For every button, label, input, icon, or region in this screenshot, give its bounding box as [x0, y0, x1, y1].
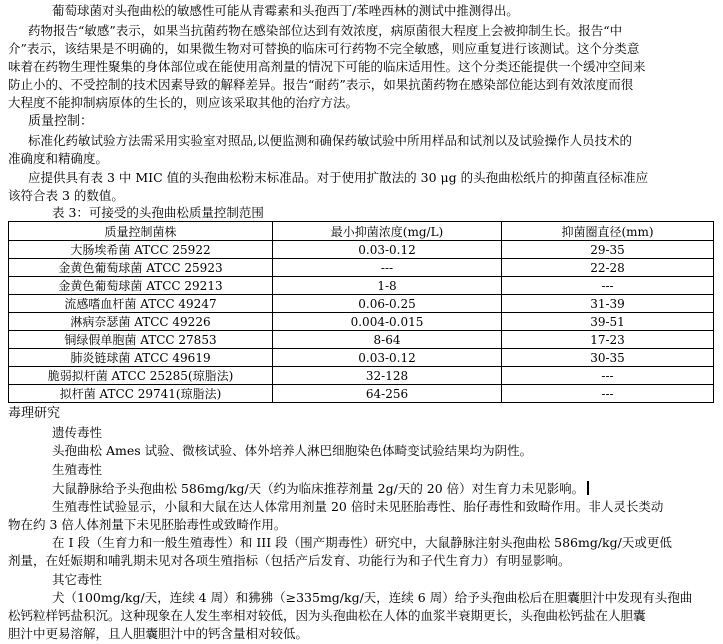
- paragraph-line: 大程度不能抑制病原体的生长的，则应该采取其他的治疗方法。: [8, 95, 359, 110]
- table-row: [9, 349, 714, 367]
- zone-cell: 17-23: [502, 331, 714, 349]
- paragraph-line: 在 I 段（生育力和一般生殖毒性）和 III 段（围产期毒性）研究中，大鼠静脉注射头孢曲松 586mg/kg/天或更低: [52, 535, 672, 550]
- paragraph-line: 生殖毒性试验显示，小鼠和大鼠在达人体常用剂量 20 倍时未见胚胎毒性、胎仔毒性和致畸作用。非人灵长类动: [52, 499, 664, 514]
- section-heading-toxicology: 毒理研究: [8, 406, 61, 421]
- table-row: [9, 313, 714, 331]
- mic-cell: 8-64: [273, 331, 502, 349]
- subheading-genetic-toxicity: 遗传毒性: [52, 425, 103, 440]
- mic-cell: 0.06-0.25: [273, 295, 502, 313]
- zone-cell: 31-39: [502, 295, 714, 313]
- mic-cell: ---: [273, 259, 502, 277]
- mic-cell: 0.004-0.015: [273, 313, 502, 331]
- mic-cell: 64-256: [273, 385, 502, 403]
- table-caption: 表 3：可接受的头孢曲松质量控制范围: [52, 205, 264, 220]
- mic-cell: 0.03-0.12: [273, 241, 502, 259]
- zone-cell: 22-28: [502, 259, 714, 277]
- zone-cell: 30-35: [502, 349, 714, 367]
- column-header: 抑菌圈直径(mm): [502, 222, 714, 241]
- table-row: [9, 259, 714, 277]
- mic-cell: 1-8: [273, 277, 502, 295]
- paragraph-line: 药物报告“敏感”表示，如果当抗菌药物在感染部位达到有效浓度，病原菌很大程度上会被抑制生长。报告“中: [28, 23, 623, 38]
- table-row: [9, 367, 714, 385]
- strain-cell: 金黄色葡萄球菌 ATCC 25923: [9, 259, 273, 277]
- strain-cell: 金黄色葡萄球菌 ATCC 29213: [9, 277, 273, 295]
- table-row: [9, 295, 714, 313]
- paragraph-line: 防止小的、不受控制的技术因素导致的解释差异。报告“耐药”表示，如果抗菌药物在感染部位能达到有效浓度而很: [8, 77, 634, 92]
- zone-cell: ---: [502, 367, 714, 385]
- zone-cell: 39-51: [502, 313, 714, 331]
- paragraph-line: 应提供具有表 3 中 MIC 值的头孢曲松粉末标准品。对于使用扩散法的 30 μg 的头孢曲松纸片的抑菌直径标准应: [28, 170, 649, 185]
- paragraph-line-with-cursor[interactable]: [52, 480, 714, 498]
- paragraph-line: 介”表示，该结果是不明确的，如果微生物对可替换的临床可行药物不完全敏感，则应重复进行该测试。这个分类意: [8, 41, 640, 56]
- zone-cell: ---: [502, 277, 714, 295]
- zone-cell: 29-35: [502, 241, 714, 259]
- paragraph-line: 味着在药物生理性聚集的身体部位或在能使用高剂量的情况下可能的临床适用性。这个分类还能提供一个缓冲空间来: [8, 59, 646, 74]
- paragraph-line: 准确度和精确度。: [8, 151, 109, 166]
- paragraph-line: 犬（100mg/kg/天，连续 4 周）和狒狒（≥335mg/kg/天，连续 6 周）给予头孢曲松后在胆囊胆汁中发现有头孢曲: [52, 590, 693, 605]
- table-header-row: [9, 222, 714, 241]
- paragraph-text: 大鼠静脉给予头孢曲松 586mg/kg/天（约为临床推荐剂量 2g/天的 20 倍）对生育力未见影响。: [52, 481, 585, 496]
- strain-cell: 肺炎链球菌 ATCC 49619: [9, 349, 273, 367]
- subheading-reproductive-toxicity: 生殖毒性: [52, 462, 103, 477]
- mic-cell: 32-128: [273, 367, 502, 385]
- text-cursor: [587, 481, 589, 495]
- paragraph-line: 剂量，在妊娠期和哺乳期未见对各项生殖指标（包括产后发育、功能行为和子代生育力）有明显影响。: [8, 553, 571, 568]
- paragraph-line: 头孢曲松 Ames 试验、微核试验、体外培养人淋巴细胞染色体畸变试验结果均为阴性。: [52, 443, 533, 458]
- mic-cell: 0.03-0.12: [273, 349, 502, 367]
- paragraph-line: 物在约 3 倍人体剂量下未见胚胎毒性或致畸作用。: [8, 517, 287, 532]
- intro-line: 葡萄球菌对头孢曲松的敏感性可能从青霉素和头孢西丁/苯唑西林的测试中推测得出。: [52, 3, 519, 18]
- table-row: [9, 277, 714, 295]
- quality-control-table: [8, 221, 714, 403]
- section-heading-quality-control: 质量控制：: [28, 114, 94, 129]
- paragraph-line: 该符合表 3 的数值。: [8, 188, 124, 203]
- zone-cell: ---: [502, 385, 714, 403]
- paragraph-line: 胆汁中更易溶解，且人胆囊胆汁中的钙含量相对较低。: [8, 626, 309, 641]
- strain-cell: 流感嗜血杆菌 ATCC 49247: [9, 295, 273, 313]
- subheading-other-toxicity: 其它毒性: [52, 572, 103, 587]
- table-row: [9, 331, 714, 349]
- strain-cell: 脆弱拟杆菌 ATCC 25285(琼脂法): [9, 367, 273, 385]
- table-row: [9, 385, 714, 403]
- column-header: 质量控制菌株: [9, 222, 273, 241]
- paragraph-line: 松钙粒样钙盐积沉。这种现象在人发生率相对较低，因为头孢曲松在人体的血浆半衰期更长，头孢曲松钙盐在人胆囊: [8, 608, 646, 623]
- paragraph-line: 标准化药敏试验方法需采用实验室对照品,以便监测和确保药敏试验中所用样品和试剂以及试验操作人员技术的: [28, 133, 632, 148]
- column-header: 最小抑菌浓度(mg/L): [273, 222, 502, 241]
- strain-cell: 铜绿假单胞菌 ATCC 27853: [9, 331, 273, 349]
- strain-cell: 大肠埃希菌 ATCC 25922: [9, 241, 273, 259]
- strain-cell: 淋病奈瑟菌 ATCC 49226: [9, 313, 273, 331]
- strain-cell: 拟杆菌 ATCC 29741(琼脂法): [9, 385, 273, 403]
- table-row: [9, 241, 714, 259]
